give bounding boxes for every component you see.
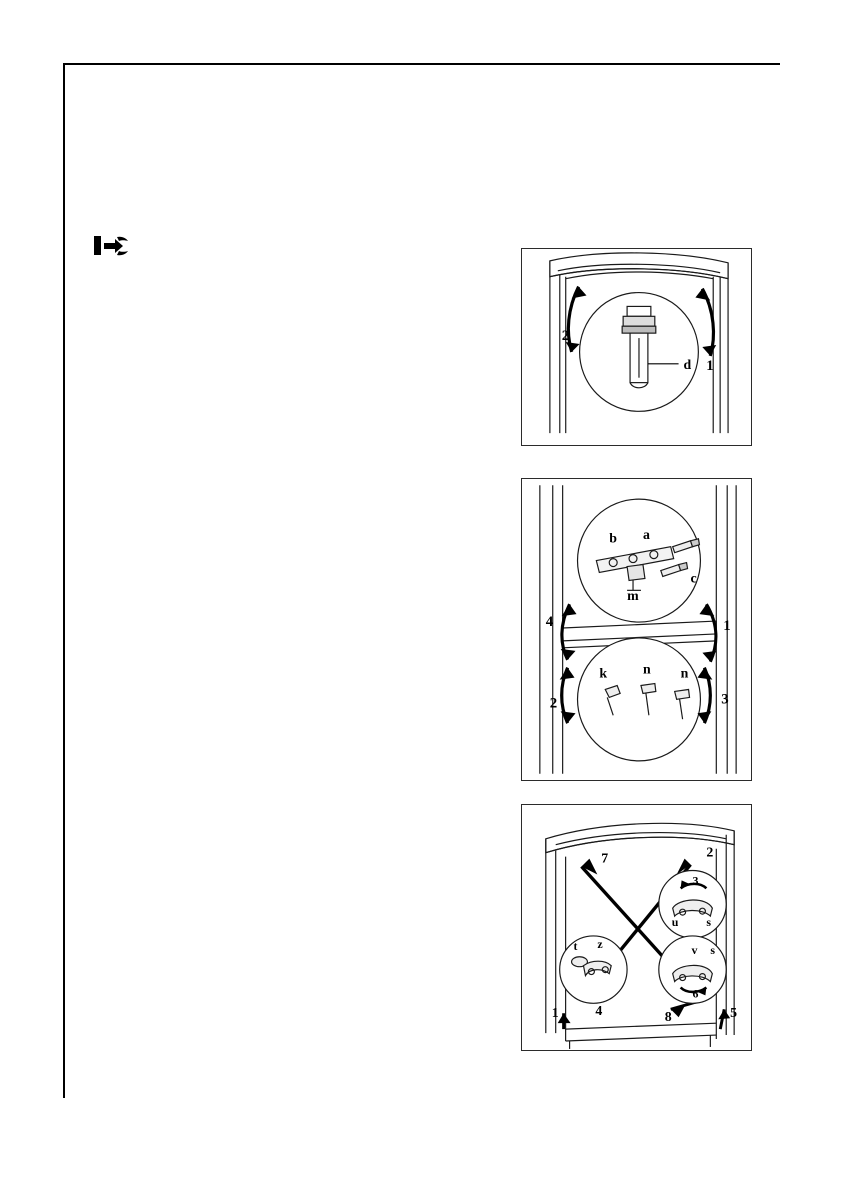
- svg-text:d: d: [683, 356, 692, 372]
- svg-text:2: 2: [549, 695, 558, 712]
- svg-text:u: u: [671, 915, 679, 930]
- svg-text:7: 7: [601, 851, 609, 867]
- figure-middle-hinge: [521, 478, 752, 781]
- svg-text:m: m: [627, 589, 639, 605]
- svg-text:4: 4: [595, 1004, 603, 1020]
- svg-text:a: a: [642, 527, 650, 543]
- svg-text:3: 3: [692, 873, 699, 888]
- svg-text:v: v: [691, 942, 698, 957]
- svg-text:s: s: [706, 915, 712, 930]
- svg-text:k: k: [599, 666, 608, 682]
- svg-text:b: b: [609, 531, 617, 547]
- svg-text:5: 5: [730, 1006, 738, 1022]
- svg-text:2: 2: [561, 328, 570, 345]
- page-left-rule: [63, 63, 65, 1098]
- pointing-hand-icon: [93, 233, 137, 259]
- svg-text:1: 1: [723, 617, 731, 634]
- svg-text:s: s: [710, 942, 715, 957]
- svg-text:8: 8: [664, 1010, 672, 1026]
- svg-text:1: 1: [551, 1006, 559, 1022]
- svg-text:t: t: [573, 938, 578, 953]
- svg-text:c: c: [690, 571, 697, 587]
- svg-text:n: n: [642, 662, 651, 678]
- svg-text:3: 3: [721, 691, 729, 708]
- page-top-rule: [63, 63, 780, 65]
- svg-text:z: z: [597, 936, 603, 951]
- svg-text:6: 6: [692, 986, 699, 1001]
- figure-door-assembly: [521, 804, 752, 1051]
- svg-text:4: 4: [545, 614, 554, 631]
- svg-text:2: 2: [706, 845, 714, 861]
- svg-text:n: n: [680, 666, 689, 682]
- figure-top-hinge: [521, 248, 752, 446]
- svg-text:1: 1: [706, 357, 714, 374]
